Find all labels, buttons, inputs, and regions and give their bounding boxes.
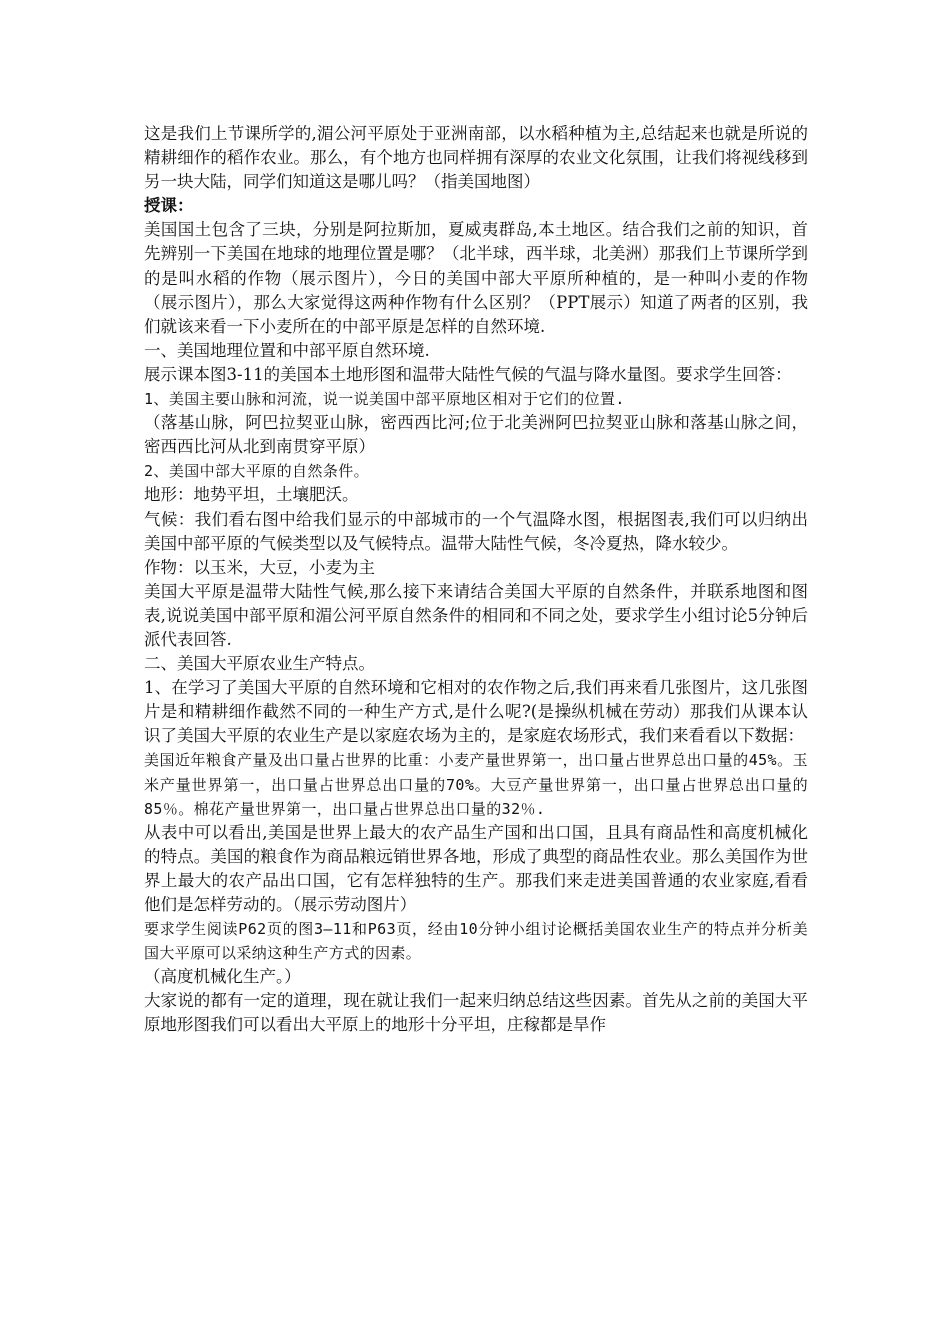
statistics-paragraph: 美国近年粮食产量及出口量占世界的比重：小麦产量世界第一，出口量占世界总出口量的45%。玉米产量世界第一，出口量占世界总出口量的70%。大豆产量世界第一，出口量占世界总出口量的85％。棉花产量世界第一，出口量占世界总出口量的32％. — [144, 751, 808, 818]
question-2: 2、美国中部大平原的自然条件。 — [144, 462, 370, 481]
analysis-paragraph: 从表中可以看出,美国是世界上最大的农产品生产国和出口国，且具有商品性和高度机械化的特点。美国的粮食作为商品粮远销世界各地，形成了典型的商品性农业。那么美国作为世界上最大的农产品出口国，它有怎样独特的生产。那我们来走进美国普通的农业家庭,看看他们是怎样劳动的。（展示劳动图片） — [144, 822, 808, 914]
intro-paragraph: 这是我们上节课所学的,湄公河平原处于亚洲南部，以水稻种植为主,总结起来也就是所说的精耕细作的稻作农业。那么，有个地方也同样拥有深厚的农业文化氛围，让我们将视线移到另一块大陆，同学们知道这是哪儿吗？（指美国地图） — [144, 124, 808, 192]
lecture-paragraph: 美国国土包含了三块，分别是阿拉斯加，夏威夷群岛,本土地区。结合我们之前的知识，首先辨别一下美国在地球的地理位置是哪？（北半球，西半球，北美洲）那我们上节课所学到的是叫水稻的作物（展示图片），今日的美国中部大平原所种植的，是一种叫小麦的作物（展示图片），那么大家觉得这两种作物有什么区别？（PPT展示）知道了两者的区别，我们就该来看一下小麦所在的中部平原是怎样的自然环境. — [144, 220, 808, 336]
climate-paragraph: 气候：我们看右图中给我们显示的中部城市的一个气温降水图，根据图表,我们可以归纳出美国中部平原的气候类型以及气候特点。温带大陆性气候，冬冷夏热，降水较少。 — [144, 509, 808, 553]
section-title-2: 二、美国大平原农业生产特点。 — [144, 654, 375, 674]
discussion-paragraph: 美国大平原是温带大陆性气候,那么接下来请结合美国大平原的自然条件，并联系地图和图表,说说美国中部平原和湄公河平原自然条件的相同和不同之处，要求学生小组讨论5分钟后派代表回答. — [144, 581, 808, 649]
farming-paragraph: 1、在学习了美国大平原的自然环境和它相对的农作物之后,我们再来看几张图片，这几张图片是和精耕细作截然不同的一种生产方式,是什么呢?(是操纵机械在劳动）那我们从课本认识了美国大平原的农业生产是以家庭农场为主的，是家庭农场形式，我们来看看以下数据： — [144, 678, 808, 746]
reading-task-paragraph: 要求学生阅读P62页的图3—11和P63页，经由10分钟小组讨论概括美国农业生产的特点并分析美国大平原可以采纳这种生产方式的因素。 — [144, 920, 808, 963]
summary-paragraph: 大家说的都有一定的道理，现在就让我们一起来归纳总结这些因素。首先从之前的美国大平原地形图我们可以看出大平原上的地形十分平坦，庄稼都是旱作 — [144, 991, 808, 1035]
answer-mechanization: （高度机械化生产。） — [144, 967, 301, 987]
question-1: 1、美国主要山脉和河流，说一说美国中部平原地区相对于它们的位置. — [144, 390, 625, 409]
document-body — [144, 122, 808, 1038]
crops-line: 作物：以玉米，大豆，小麦为主 — [144, 557, 375, 577]
section-heading-lecture: 授课： — [144, 196, 194, 216]
answer-1: （落基山脉，阿巴拉契亚山脉，密西西比河;位于北美洲阿巴拉契亚山脉和落基山脉之间，密西西比河从北到南贯穿平原） — [144, 413, 808, 457]
paragraph-figure-prompt: 展示课本图3-11的美国本土地形图和温带大陆性气候的气温与降水量图。要求学生回答： — [144, 364, 792, 384]
section-title-1: 一、美国地理位置和中部平原自然环境. — [144, 340, 430, 360]
terrain-line: 地形：地势平坦，土壤肥沃。 — [144, 485, 359, 505]
